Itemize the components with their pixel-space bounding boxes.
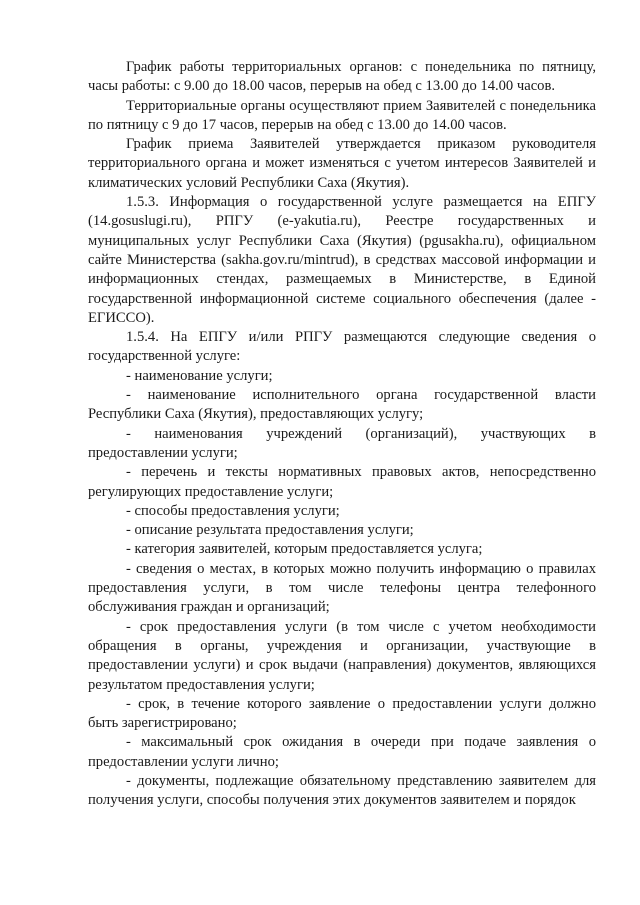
list-item-queue-wait: - максимальный срок ожидания в очереди при подаче заявления о предоставлении услуги лично; (88, 734, 596, 770)
list-item-institutions: - наименования учреждений (организаций), участвующих в предоставлении услуги; (88, 425, 596, 461)
list-item-executive-body: - наименование исполнительного органа государственной власти Республики Саха (Якутия), предоставляющих услугу; (88, 387, 596, 423)
list-item-documents: - документы, подлежащие обязательному представлению заявителем для получения услуги, способы получения этих документов заявителем и порядок (88, 772, 596, 809)
list-item-methods: - способы предоставления услуги; (126, 502, 340, 519)
list-item-service-term: - срок предоставления услуги (в том числе с учетом необходимости обращения в органы, учреждения и организации, участвующие в предоставлении услуги) и срок выдачи (направления) документов, являющихся результатом предоставления услуги; (88, 618, 596, 693)
list-item-registration-term: - срок, в течение которого заявление о предоставлении услуги должно быть зарегистрировано; (88, 695, 596, 732)
paragraph-1-5-4: 1.5.4. На ЕПГУ и/или РПГУ размещаются следующие сведения о государственной услуге: (88, 329, 596, 365)
paragraph-reception-schedule: График приема Заявителей утверждается приказом руководителя территориального органа и может изменяться с учетом интересов Заявителей и климатических условий Республики Саха (Якутия). (88, 136, 596, 191)
paragraph-reception-hours: Территориальные органы осуществляют прием Заявителей с понедельника по пятницу с 9 до 17 часов, перерыв на обед с 13.00 до 14.00 часов. (88, 97, 596, 133)
list-item-info-places: - сведения о местах, в которых можно получить информацию о правилах предоставления услуги, в том числе телефоны центра телефонного обслуживания граждан и организаций; (88, 560, 596, 616)
paragraph-work-schedule: График работы территориальных органов: с понедельника по пятницу, часы работы: с 9.00 до 18.00 часов, перерыв на обед с 13.00 до 14.00 часов. (88, 59, 596, 95)
document-page (88, 58, 596, 811)
list-item-result: - описание результата предоставления услуги; (126, 522, 414, 539)
list-item-service-name: - наименование услуги; (126, 367, 273, 384)
list-item-legal-acts: - перечень и тексты нормативных правовых актов, непосредственно регулирующих предоставление услуги; (88, 464, 596, 500)
paragraph-1-5-3: 1.5.3. Информация о государственной услуге размещается на ЕПГУ (14.gosuslugi.ru), РПГУ (e-yakutia.ru), Реестре государственных и муниципальных услуг Республики Саха (Якутия) (pgusakha.ru), официальном сайте Министерства (sakha.gov.ru/mintrud), в средствах массовой информации и информационных стендах, размещаемых в Министерстве, в Единой государственной информационной системе социального обеспечения (далее - ЕГИССО). (88, 194, 596, 326)
list-item-applicants: - категория заявителей, которым предоставляется услуга; (126, 541, 483, 558)
